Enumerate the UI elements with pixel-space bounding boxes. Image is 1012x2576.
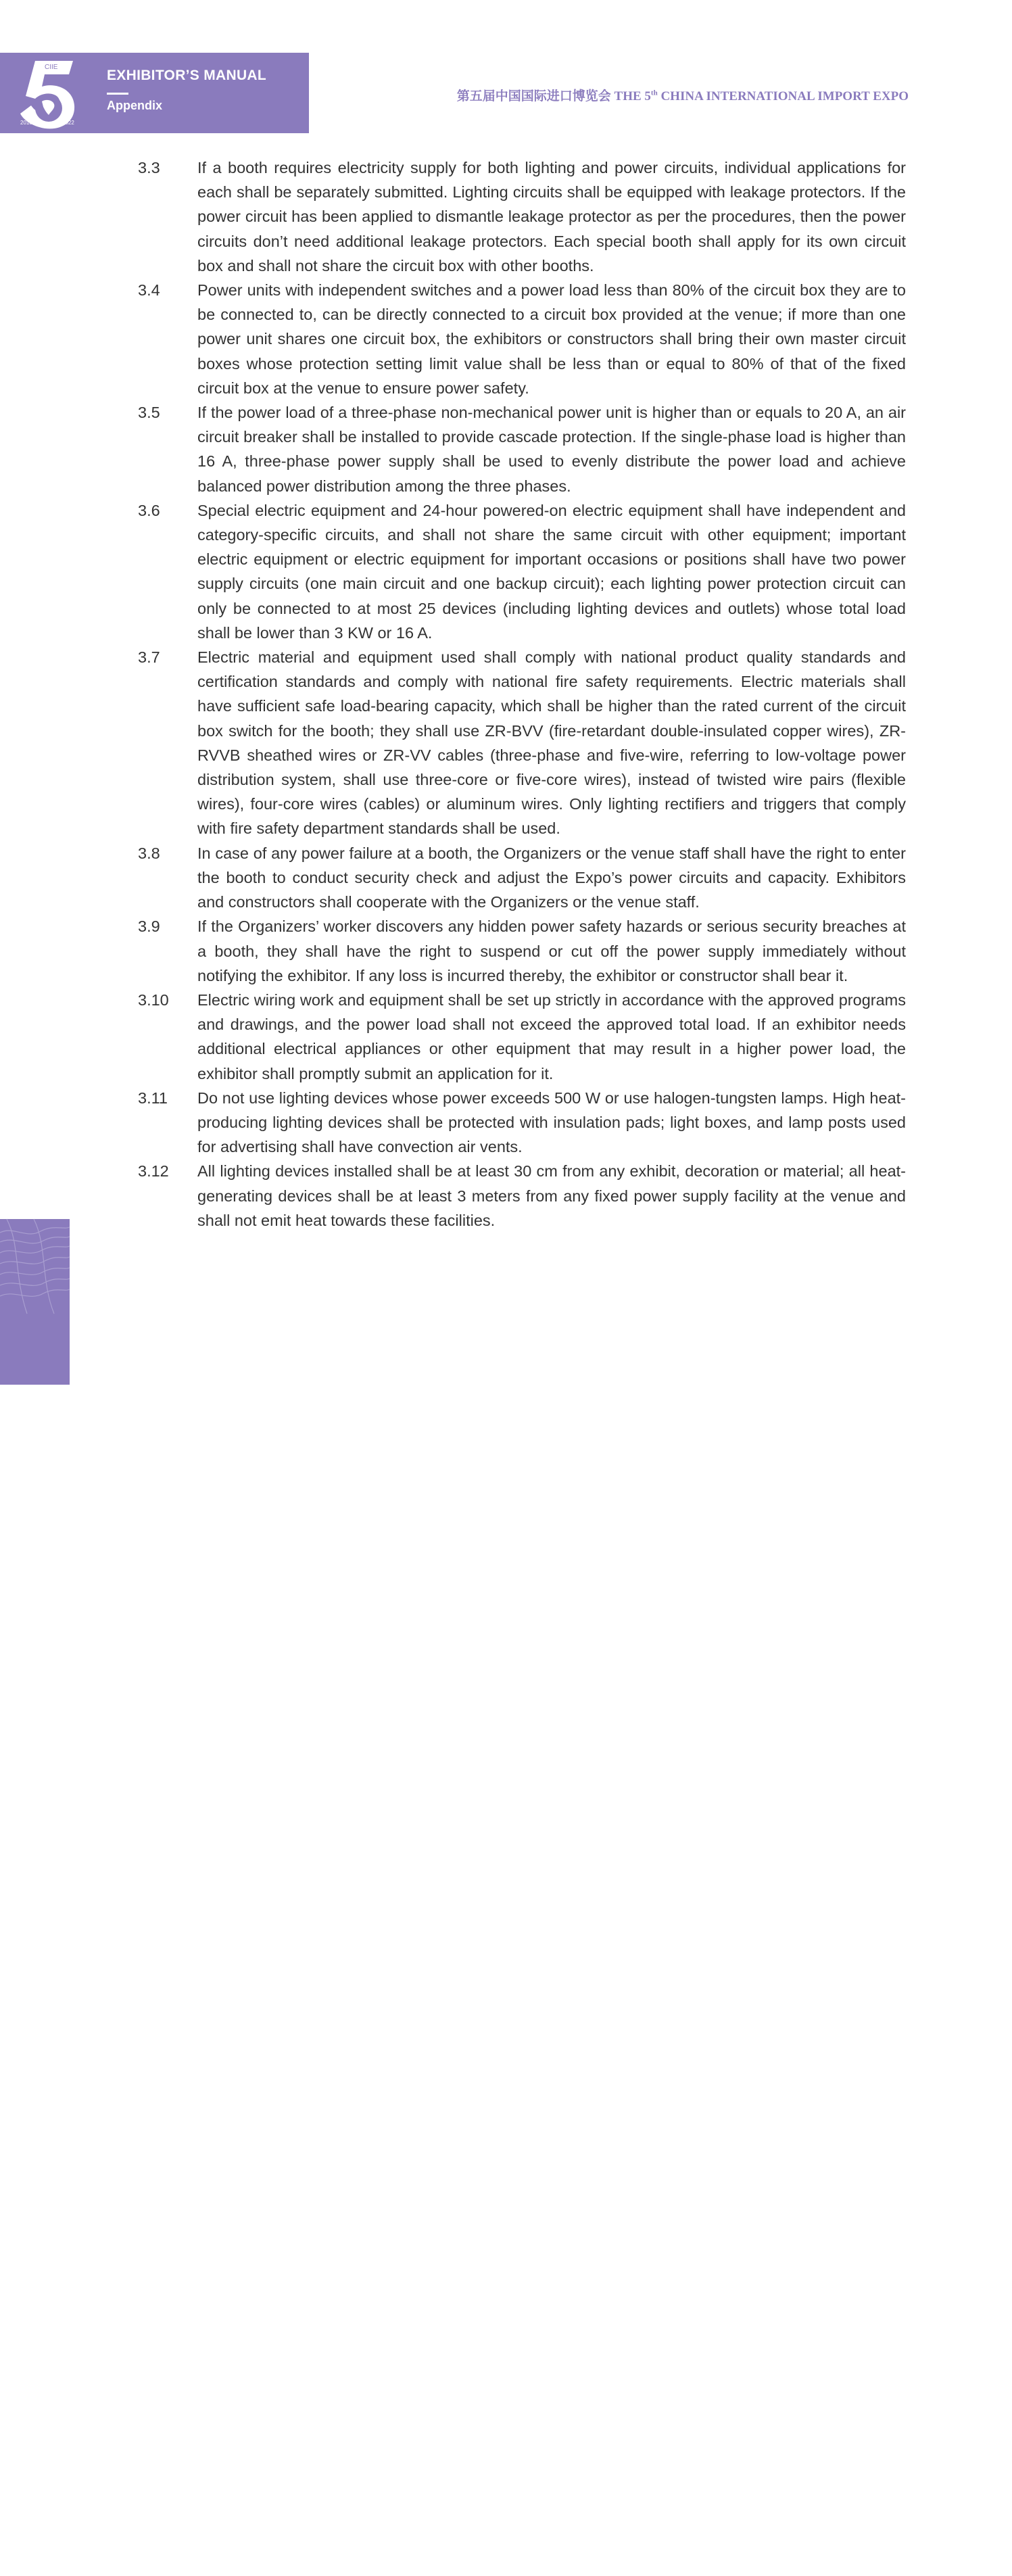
logo-ciie-text: CIIE — [45, 64, 58, 71]
clause-text: Do not use lighting devices whose power exceeds 500 W or use halogen-tungsten lamps. High heat-producing lighting devices shall be protected with insulation pads; light boxes, and lamp posts used for advertising shall have convection air vents. — [197, 1089, 906, 1156]
expo-title-suffix: CHINA INTERNATIONAL IMPORT EXPO — [657, 89, 909, 103]
clause-text: If the Organizers’ worker discovers any hidden power safety hazards or serious security breaches at a booth, they shall have the right to suspend or cut off the power supply immediately without notifying the exhibitor. If any loss is incurred thereby, the exhibitor or constructor shall bear it. — [197, 917, 906, 984]
section-label: Appendix — [107, 99, 163, 112]
clause-number: 3.12 — [138, 1162, 169, 1180]
decorative-pattern-icon — [0, 1219, 70, 1314]
clause-3-5 — [138, 400, 906, 498]
clause-text: All lighting devices installed shall be at least 30 cm from any exhibit, decoration or material; all heat-generating devices shall be at least 3 meters from any fixed power supply facility at the venue and shall not emit heat towards these facilities. — [197, 1162, 906, 1229]
clause-3-6 — [138, 498, 906, 645]
clause-text: Special electric equipment and 24-hour powered-on electric equipment shall have independent and category-specific circuits, and shall not share the same circuit with other equipment; important electric equipment or electric equipment for important occasions or positions shall have two power supply circuits (one main circuit and one backup circuit); each lighting power protection circuit can only be connected to at most 25 devices (including lighting devices and outlets) whose total load shall be lower than 3 KW or 16 A. — [197, 501, 906, 642]
expo-title — [457, 86, 909, 104]
clause-number: 3.10 — [138, 991, 169, 1009]
footer-side-band — [0, 1219, 70, 2575]
clause-number: 3.6 — [138, 501, 160, 519]
clause-3-12 — [138, 1159, 906, 1233]
clause-3-11 — [138, 1086, 906, 1160]
expo-title-sup: th — [650, 89, 658, 97]
clause-3-4 — [138, 278, 906, 400]
clause-3-8 — [138, 841, 906, 915]
page-number: 90 — [26, 2560, 41, 2575]
clause-number: 3.8 — [138, 844, 160, 862]
clause-number: 3.3 — [138, 159, 160, 176]
clause-number: 3.4 — [138, 281, 160, 300]
manual-title: EXHIBITOR’S MANUAL — [107, 68, 267, 83]
clause-number: 3.9 — [138, 917, 160, 936]
clause-text: In case of any power failure at a booth, the Organizers or the venue staff shall have the right to enter the booth to conduct security check and adjust the Expo’s power circuits and capacity. Exhibitors and constructors shall cooperate with the Organizers or the venue staff. — [197, 844, 906, 911]
header-banner — [0, 53, 309, 133]
clause-text: Power units with independent switches and a power load less than 80% of the circuit box they are to be connected to, can be directly connected to a circuit box provided at the venue; if more than one power unit shares one circuit box, the exhibitors or constructors shall bring their own master circuit boxes whose protection setting limit value shall be less than or equal to 80% of that of the fixed circuit box at the venue to ensure power safety. — [197, 281, 906, 397]
title-divider — [107, 93, 128, 95]
clause-3-3 — [138, 156, 906, 278]
clause-text: Electric wiring work and equipment shall be set up strictly in accordance with the approved programs and drawings, and the power load shall not exceed the approved total load. If an exhibitor needs additional electrical appliances or other equipment that may result in a higher power load, the exhibitor shall promptly submit an application for it. — [197, 991, 906, 1082]
ciie-5-logo — [15, 57, 82, 131]
clause-number: 3.7 — [138, 648, 160, 667]
clause-number: 3.5 — [138, 404, 160, 422]
expo-title-prefix: 第五届中国国际进口博览会 THE 5 — [456, 89, 651, 103]
clause-text: If a booth requires electricity supply for both lighting and power circuits, individual applications for each shall be separately submitted. Lighting circuits shall be equipped with leakage protectors. If the power circuit has been applied to dismantle leakage protector as per the procedures, then the power circuits don’t need additional leakage protectors. Each special booth shall apply for its own circuit box and shall not share the circuit box with other booths. — [197, 159, 906, 275]
logo-year-left: 2018 — [20, 120, 32, 126]
clause-3-7 — [138, 645, 906, 841]
clause-text: Electric material and equipment used shall comply with national product quality standards and certification standards and comply with national fire safety requirements. Electric materials shall have sufficient safe load-bearing capacity, which shall be higher than the rated current of the circuit box switch for the booth; they shall use ZR-BVV (fire-retardant double-insulated copper wires), ZR-RVVB sheathed wires or ZR-VV cables (three-phase and five-wire, referring to low-voltage power distribution system, shall use three-core or five-core wires), instead of twisted wire pairs (flexible wires), four-core wires (cables) or aluminum wires. Only lighting rectifiers and triggers that comply with fire safety department standards shall be used. — [197, 648, 906, 838]
clause-3-9 — [138, 914, 906, 988]
clause-text: If the power load of a three-phase non-mechanical power unit is higher than or equals to 20 A, an air circuit breaker shall be installed to provide cascade protection. If the single-phase load is higher than 16 A, three-phase power supply shall be used to evenly distribute the power load and achieve balanced power distribution among the three phases. — [197, 404, 906, 495]
clause-number: 3.11 — [138, 1089, 168, 1107]
clause-3-10 — [138, 988, 906, 1086]
clause-list — [138, 156, 906, 1233]
logo-year-right: 2022 — [62, 120, 74, 126]
